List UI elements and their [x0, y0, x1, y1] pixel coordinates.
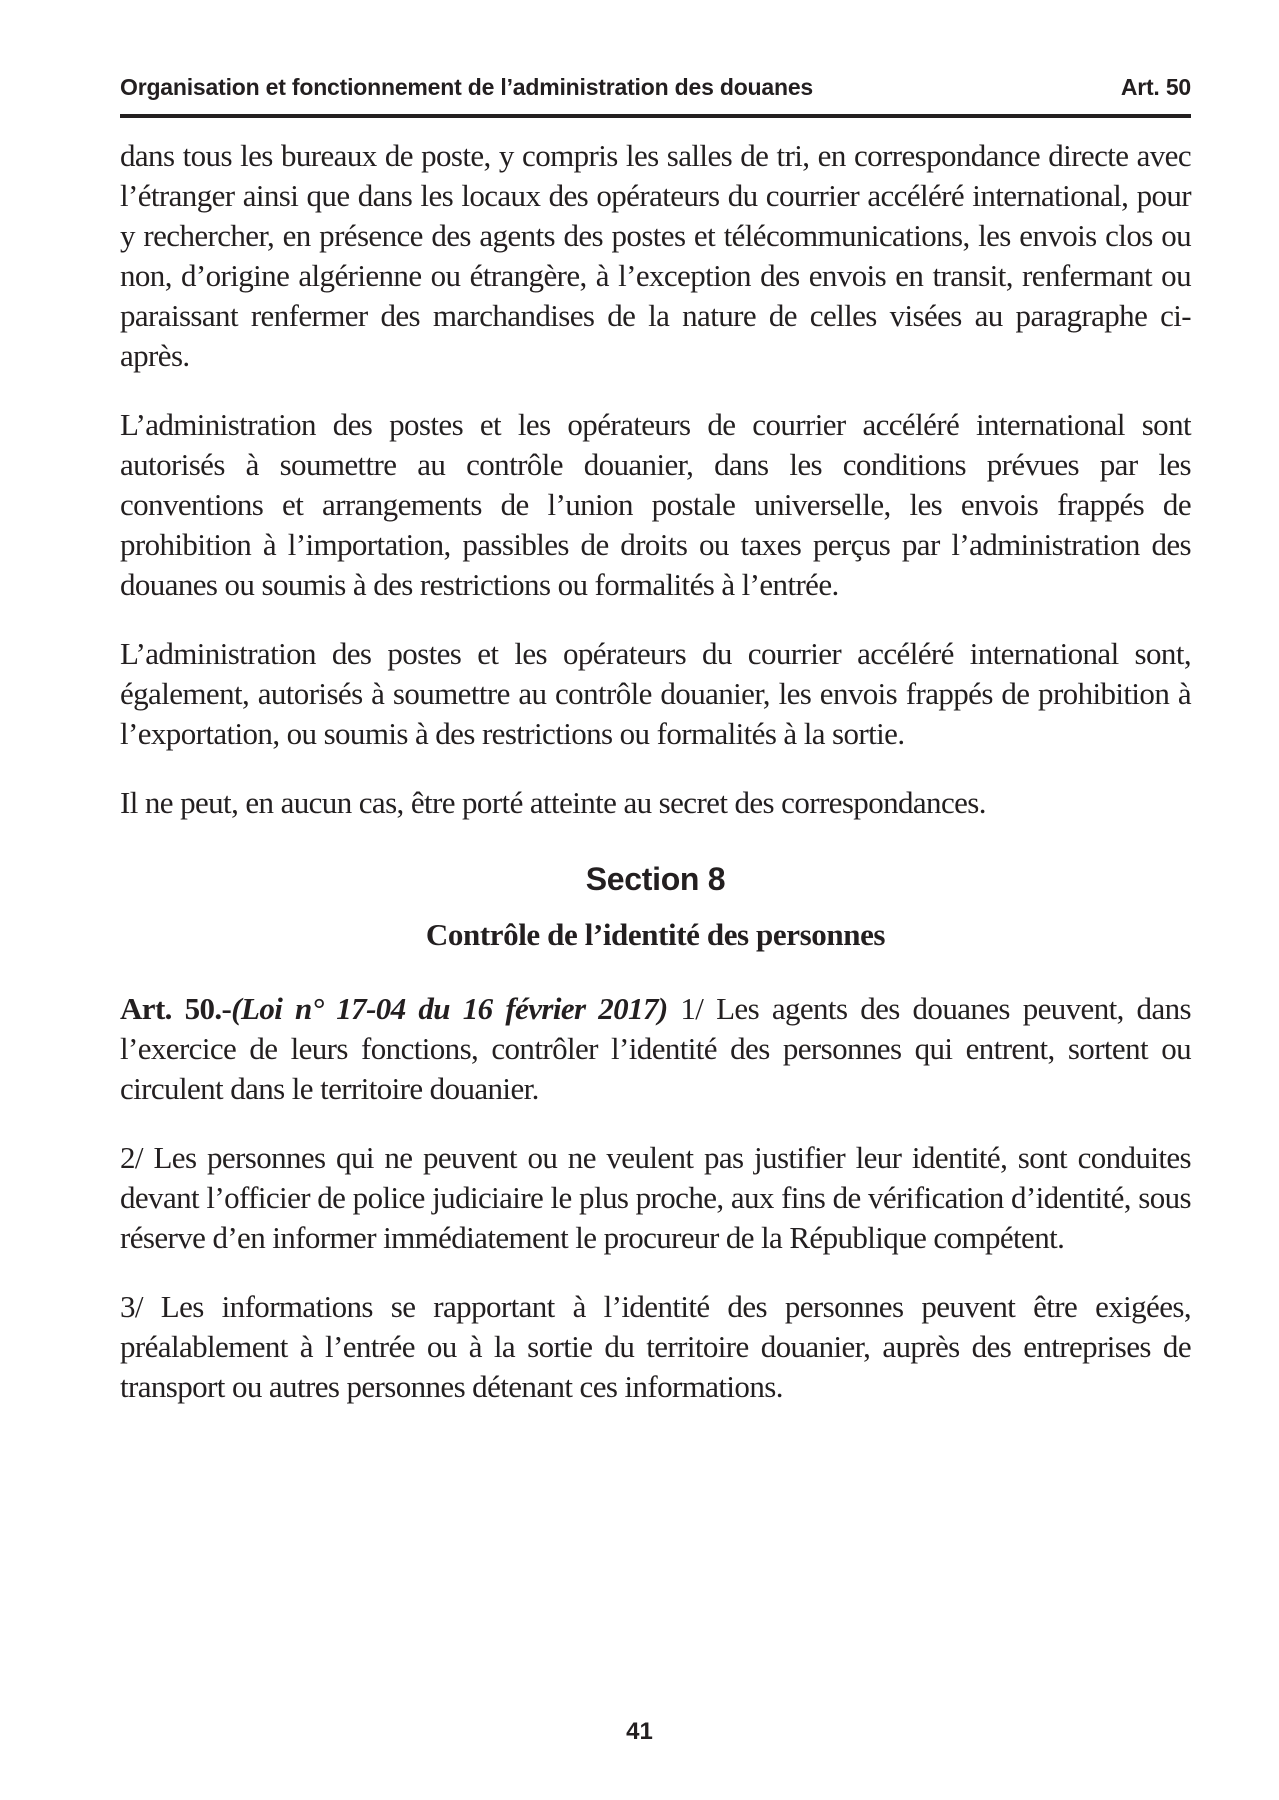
page-number: 41 — [626, 1718, 653, 1745]
section-title: Section 8 — [585, 861, 726, 897]
section-subtitle: Contrôle de l’identité des personnes — [425, 917, 886, 952]
paragraph: dans tous les bureaux de poste, y compris les salles de tri, en correspondance directe avec l’étranger ainsi que dans les locaux des opérateurs du courrier accéléré international, pour y rechercher, en présence des agents des postes et télécommunications, les envois clos ou non, d’origine algérienne ou étrangère, à l’exception des envois en transit, renfermant ou paraissant renfermer des marchandises de la nature de celles visées au paragraphe ci-après. — [120, 138, 1191, 373]
article-first-paragraph: 1/ Les agents des douanes peuvent, dans l’exercice de leurs fonctions, contrôler l’identité des personnes qui entrent, sortent ou circulent dans le territoire douanier. — [120, 991, 1191, 1106]
paragraph: L’administration des postes et les opérateurs de courrier accéléré international sont autorisés à soumettre au contrôle douanier, dans les conditions prévues par les conventions et arrangements de l’union postale universelle, les envois frappés de prohibition à l’importation, passibles de droits ou taxes perçus par l’administration des douanes ou soumis à des restrictions ou formalités à l’entrée. — [120, 407, 1191, 602]
article-law-reference: (Loi n° 17-04 du 16 février 2017) — [231, 991, 668, 1026]
body-text — [120, 136, 1191, 1436]
running-header — [120, 74, 1191, 101]
article-paragraph — [120, 989, 1191, 1109]
paragraph: Il ne peut, en aucun cas, être porté atteinte au secret des correspondances. — [120, 785, 986, 820]
header-rule — [120, 114, 1191, 118]
article-paragraph: 3/ Les informations se rapportant à l’identité des personnes peuvent être exigées, préalablement à l’entrée ou à la sortie du territoire douanier, auprès des entreprises de transport ou autres personnes détenant ces informations. — [120, 1289, 1191, 1404]
article-paragraph: 2/ Les personnes qui ne peuvent ou ne veulent pas justifier leur identité, sont conduites devant l’officier de police judiciaire le plus proche, aux fins de vérification d’identité, sous réserve d’en informer immédiatement le procureur de la République compétent. — [120, 1140, 1191, 1255]
running-header-article-ref: Art. 50 — [1120, 74, 1191, 100]
paragraph: L’administration des postes et les opérateurs du courrier accéléré international sont, également, autorisés à soumettre au contrôle douanier, les envois frappés de prohibition à l’exportation, ou soumis à des restrictions ou formalités à la sortie. — [120, 636, 1191, 751]
article-label: Art. 50.- — [120, 991, 232, 1026]
running-header-title: Organisation et fonctionnement de l’administration des douanes — [120, 74, 814, 100]
